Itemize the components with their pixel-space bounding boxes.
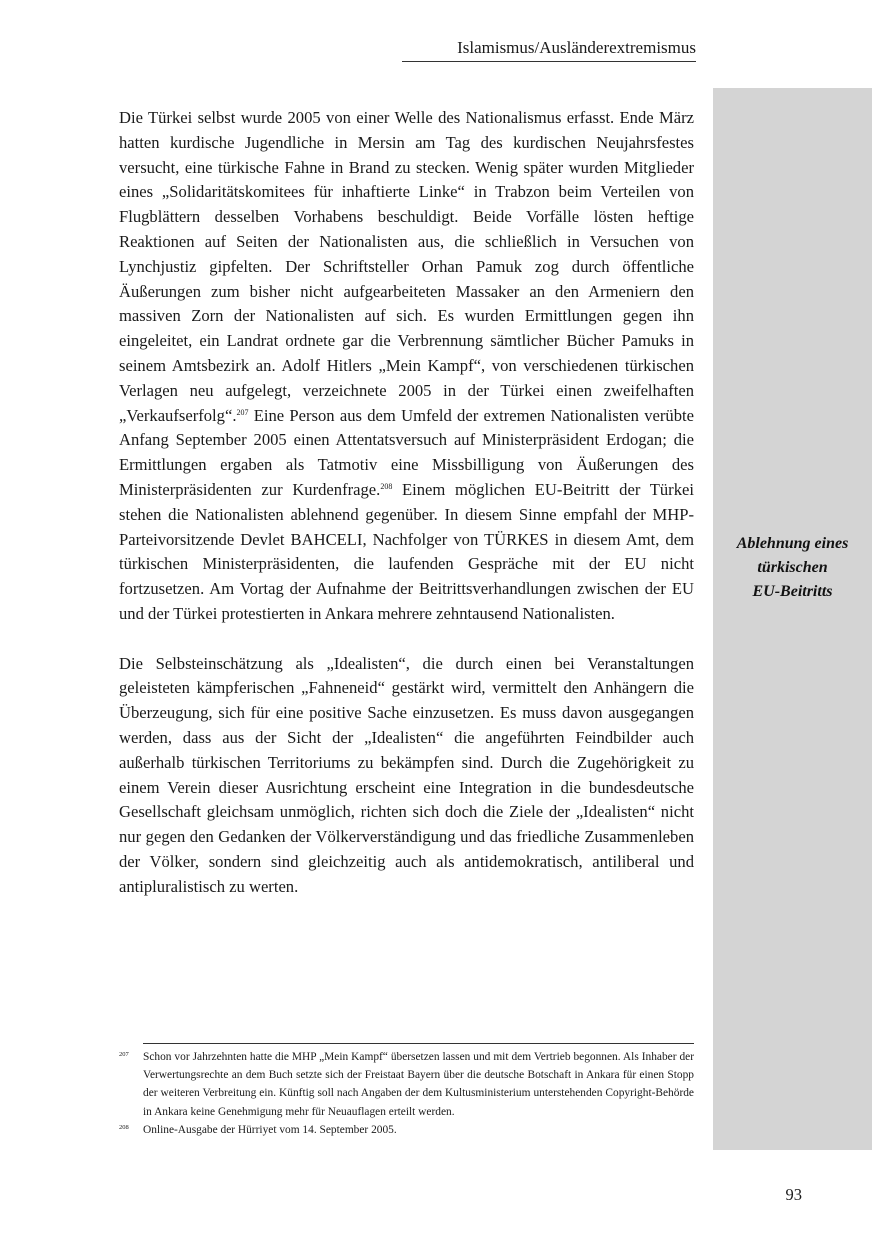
paragraph [119,106,694,627]
footnote-number: 207 [119,1051,129,1058]
running-head: Islamismus/Ausländerextremismus [402,38,696,62]
margin-note [713,532,872,604]
margin-sidebar [713,88,872,1150]
main-text [119,106,694,900]
footnote [119,1048,694,1121]
margin-note-line: türkischen [757,559,828,576]
paragraph: Die Selbsteinschätzung als „Idealisten“, die durch einen bei Veranstaltungen geleisteten kämpferischen „Fahneneid“ gestärkt wird, vermittelt den Anhängern die Überzeugung, sich für eine positive Sache einzusetzen. Es muss davon ausgegangen werden, dass aus der Sicht der „Idealisten“ die angeführten Feindbilder auch außerhalb türkischen Territoriums zu bekämpfen sind. Durch die Zugehörigkeit zu einem Verein dieser Ausrichtung erscheint eine Integration in die bundesdeutsche Gesellschaft gleichsam unmöglich, richten sich doch die Ziele der „Idealisten“ nicht nur gegen den Gedanken der Völkerverständigung und das friedliche Zusammenleben der Völker, sondern sind gleichzeitig auch als antidemokratisch, antiliberal und antipluralistisch zu werten. [119,653,694,896]
footnote-separator [143,1043,694,1044]
footnote-reference: 208 [380,481,393,491]
footnote-number: 208 [119,1123,129,1131]
paragraph-text: Die Türkei selbst wurde 2005 von einer Welle des Nationalismus erfasst. Ende März hatten kurdische Jugendliche in Mersin am Tag des kurdischen Neujahrsfestes versucht, eine türkische Fahne in Brand zu stecken. Wenig später wurden Mitglieder eines „Solidaritätskomitees für inhaftierte Linke“ in Trabzon beim Verteilen von Flugblättern desselben Vorhabens beschuldigt. Beide Vorfälle lösten heftige Reaktionen auf Seiten der Nationalisten aus, die schließlich in Versuchen von Lynchjustiz gipfelten. Der Schriftsteller Orhan Pamuk zog durch öffentliche Äußerungen zum bisher nicht aufgearbeiteten Massaker an den Armeniern den massiven Zorn der Nationalisten auf sich. Es wurden Ermittlungen gegen ihn eingeleitet, ein Landrat ordnete gar die Verbrennung sämtlicher Bücher Pamuks in seinem Amtsbezirk an. Adolf Hitlers „Mein Kampf“, von verschiedenen türkischen Verlagen neu aufgelegt, verzeichnete 2005 in der Türkei einen zweifelhaften „Verkaufserfolg“. [119,108,694,425]
footnote-reference: 207 [236,407,249,417]
paragraph-text: Einem möglichen EU-Beitritt der Türkei stehen die Nationalisten ablehnend gegenüber. In diesem Sinne empfahl der MHP-Parteivorsitzende Devlet BAHCELI, Nachfolger von TÜRKES in diesem Amt, dem türkischen Ministerpräsidenten, die laufenden Gespräche mit der EU nicht fortzusetzen. Am Vortag der Aufnahme der Beitrittsverhandlungen zwischen der EU und der Türkei protestierten in Ankara mehrere zehntausend Nationalisten. [119,479,694,623]
paragraph-text: Eine Person aus dem Umfeld der extremen Nationalisten verübte Anfang September 2005 einen Attentatsversuch auf Ministerpräsident Erdogan; die Ermittlungen ergaben als Tatmotiv eine Missbilligung von Äußerungen des Ministerpräsidenten zur Kurdenfrage. [119,405,694,499]
margin-note-line: Ablehnung eines [736,535,849,552]
footnote-text: Online-Ausgabe der Hürriyet vom 14. September 2005. [143,1123,397,1136]
footnotes [119,1048,694,1139]
margin-note-line: EU-Beitritts [752,583,833,600]
footnote-text: Schon vor Jahrzehnten hatte die MHP „Mein Kampf“ übersetzen lassen und mit dem Vertrieb begonnen. Als Inhaber der Verwertungsrechte an dem Buch setzte sich der Freistaat Bayern über die deutsche Botschaft in Ankara für einen Stopp der weiteren Verbreitung ein. Künftig soll nach Angaben der dem Kultusministerium unterstehenden Copyright-Behörde in Ankara keine Genehmigung mehr für Neuauflagen erteilt werden. [143,1051,694,1118]
page-number: 93 [785,1185,802,1204]
footnote [119,1121,694,1139]
